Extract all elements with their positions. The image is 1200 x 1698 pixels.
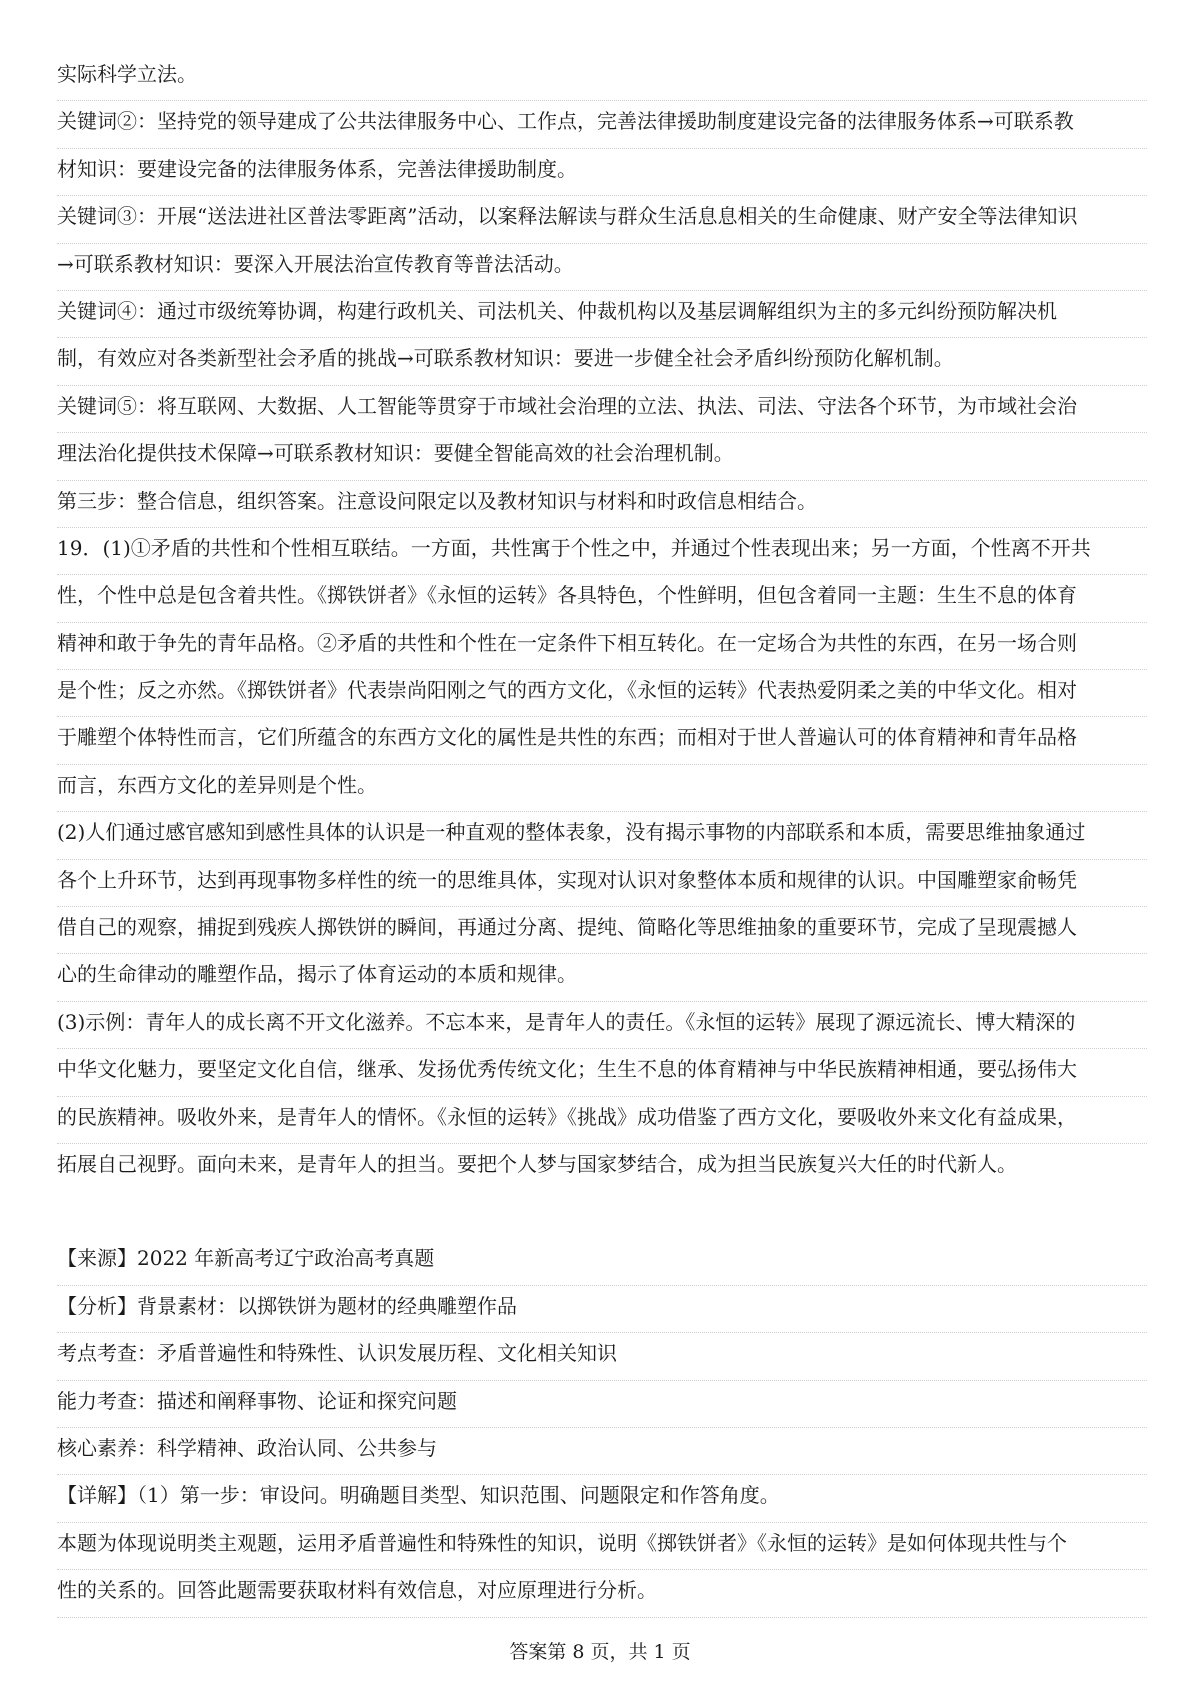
text-line: 能力考查：描述和阐释事物、论证和探究问题	[57, 1381, 1147, 1428]
answer-19-3-line: (3)示例：青年人的成长离不开文化滋养。不忘本来，是青年人的责任。《永恒的运转》展现了源远流长、博大精深的	[57, 1002, 1147, 1049]
text-line: 第三步：整合信息，组织答案。注意设问限定以及教材知识与材料和时政信息相结合。	[57, 481, 1147, 528]
text-line: 制，有效应对各类新型社会矛盾的挑战→可联系教材知识：要进一步健全社会矛盾纠纷预防化解机制。	[57, 338, 1147, 385]
answer-19-2-line: 借自己的观察，捕捉到残疾人掷铁饼的瞬间，再通过分离、提纯、简略化等思维抽象的重要环节，完成了呈现震撼人	[57, 907, 1147, 954]
text-line: 关键词⑤：将互联网、大数据、人工智能等贯穿于市域社会治理的立法、执法、司法、守法各个环节，为市域社会治	[57, 386, 1147, 433]
answer-19-2-line: (2)人们通过感官感知到感性具体的认识是一种直观的整体表象，没有揭示事物的内部联系和本质，需要思维抽象通过	[57, 812, 1147, 859]
answer-19-1-line: 精神和敢于争先的青年品格。②矛盾的共性和个性在一定条件下相互转化。在一定场合为共性的东西，在另一场合则	[57, 623, 1147, 670]
answer-19-1-line: 19．(1)①矛盾的共性和个性相互联结。一方面，共性寓于个性之中，并通过个性表现出来；另一方面，个性离不开共	[57, 528, 1147, 575]
answer-19-1-line: 而言，东西方文化的差异则是个性。	[57, 765, 1147, 812]
answer-19-2-line: 各个上升环节，达到再现事物多样性的统一的思维具体，实现对认识对象整体本质和规律的认识。中国雕塑家俞畅凭	[57, 860, 1147, 907]
detail-line: 【详解】（1）第一步：审设问。明确题目类型、知识范围、问题限定和作答角度。	[57, 1475, 1147, 1522]
text-line: 本题为体现说明类主观题，运用矛盾普遍性和特殊性的知识，说明《掷铁饼者》《永恒的运转》是如何体现共性与个	[57, 1523, 1147, 1570]
page-footer: 答案第 8 页，共 1 页	[509, 1641, 691, 1663]
answer-19-3-line: 中华文化魅力，要坚定文化自信，继承、发扬优秀传统文化；生生不息的体育精神与中华民族精神相通，要弘扬伟大	[57, 1049, 1147, 1096]
text-line: 核心素养：科学精神、政治认同、公共参与	[57, 1428, 1147, 1475]
text-line: 考点考查：矛盾普遍性和特殊性、认识发展历程、文化相关知识	[57, 1333, 1147, 1380]
answer-19-1-line: 是个性；反之亦然。《掷铁饼者》代表崇尚阳刚之气的西方文化，《永恒的运转》代表热爱阴柔之美的中华文化。相对	[57, 670, 1147, 717]
answer-19-3-line: 的民族精神。吸收外来，是青年人的情怀。《永恒的运转》《挑战》成功借鉴了西方文化，要吸收外来文化有益成果，	[57, 1097, 1147, 1144]
text-line: →可联系教材知识：要深入开展法治宣传教育等普法活动。	[57, 244, 1147, 291]
section-gap	[57, 1191, 1147, 1238]
text-line: 理法治化提供技术保障→可联系教材知识：要健全智能高效的社会治理机制。	[57, 433, 1147, 480]
answer-19-2-line: 心的生命律动的雕塑作品，揭示了体育运动的本质和规律。	[57, 954, 1147, 1001]
source-line: 【来源】2022 年新高考辽宁政治高考真题	[57, 1238, 1147, 1285]
text-line: 性的关系的。回答此题需要获取材料有效信息，对应原理进行分析。	[57, 1570, 1147, 1617]
answer-19-1-line: 于雕塑个体特性而言，它们所蕴含的东西方文化的属性是共性的东西；而相对于世人普遍认可的体育精神和青年品格	[57, 717, 1147, 764]
text-line: 关键词④：通过市级统筹协调，构建行政机关、司法机关、仲裁机构以及基层调解组织为主的多元纠纷预防解决机	[57, 291, 1147, 338]
answer-19-3-line: 拓展自己视野。面向未来，是青年人的担当。要把个人梦与国家梦结合，成为担当民族复兴大任的时代新人。	[57, 1151, 1017, 1176]
text-line: 关键词③：开展“送法进社区普法零距离”活动，以案释法解读与群众生活息息相关的生命健康、财产安全等法律知识	[57, 196, 1147, 243]
text-line: 实际科学立法。	[57, 54, 1147, 101]
document-body	[57, 54, 1147, 1618]
text-line: 材知识：要建设完备的法律服务体系，完善法律援助制度。	[57, 149, 1147, 196]
text-line: 关键词②：坚持党的领导建成了公共法律服务中心、工作点，完善法律援助制度建设完备的法律服务体系→可联系教	[57, 101, 1147, 148]
answer-19-1-line: 性，个性中总是包含着共性。《掷铁饼者》《永恒的运转》各具特色，个性鲜明，但包含着同一主题：生生不息的体育	[57, 575, 1147, 622]
analysis-line: 【分析】背景素材：以掷铁饼为题材的经典雕塑作品	[57, 1286, 1147, 1333]
